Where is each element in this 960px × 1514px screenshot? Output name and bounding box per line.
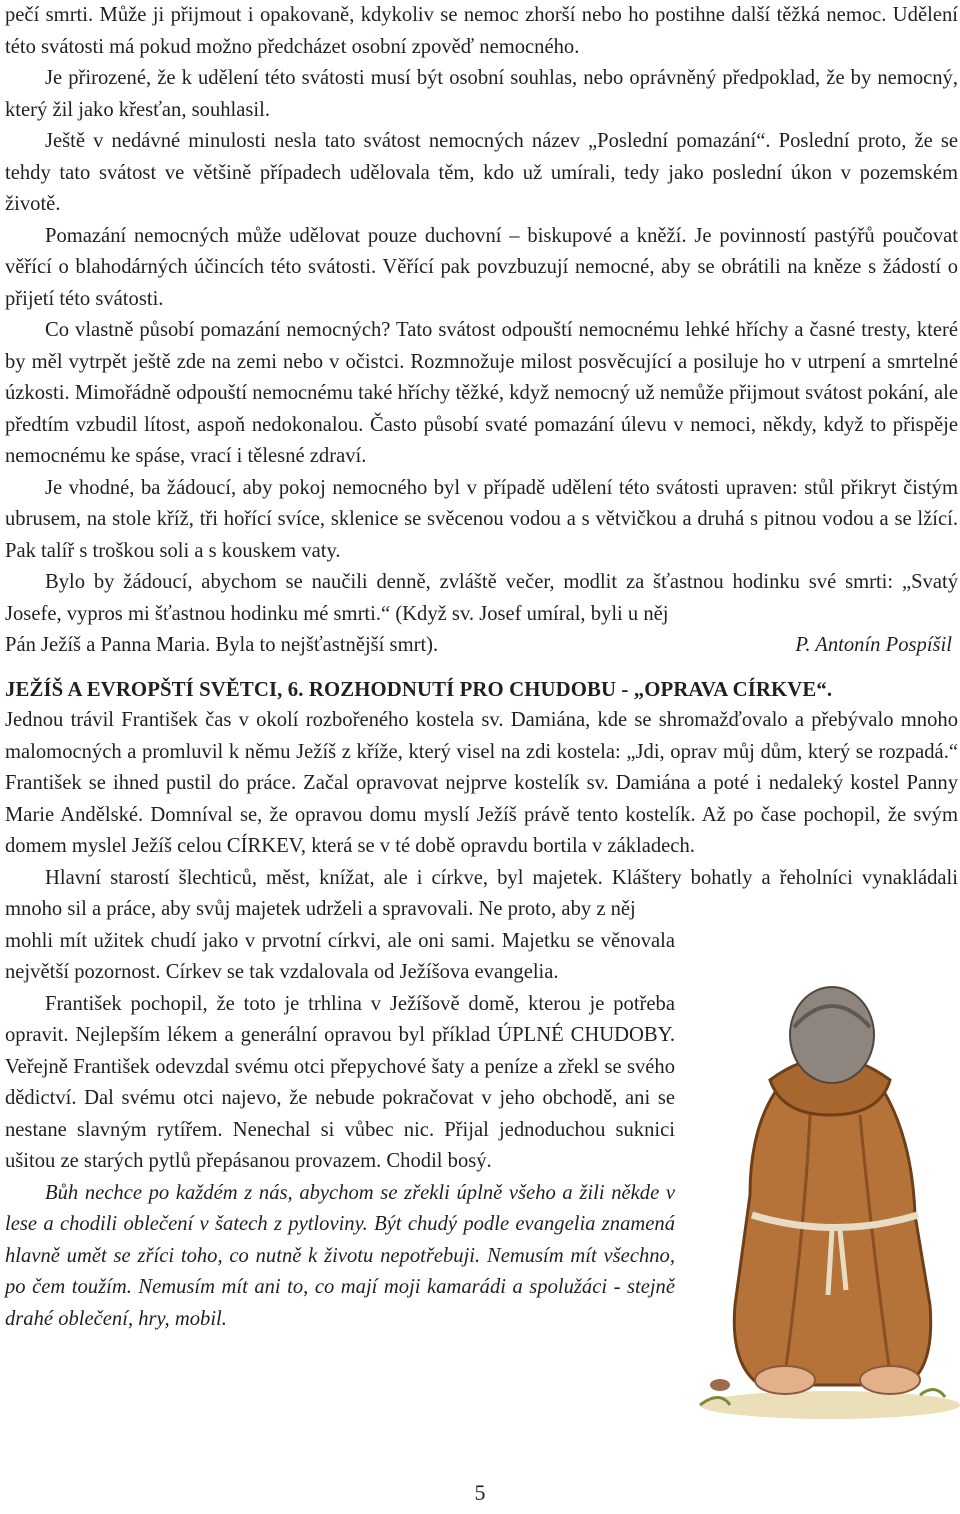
paragraph: František pochopil, že toto je trhlina v Ježíšově domě, kterou je potřeba opravit. Nejlepším lékem a generální opravou byl příklad ÚPLNÉ CHUDOBY. Veřejně František odevzdal svému otci přepychové šaty a peníze a zřekl se svého dědictví. Dal svému otci najevo, že nebude pokračovat v jeho obchodě, ani se nestane slavným rytířem. Nenechal si vůbec nic. Přijal jednoduchou suknici ušitou ze starých pytlů přepásanou provazem. Chodil bosý. bbox=[5, 992, 675, 1172]
paragraph: Je přirozené, že k udělení této svátosti musí být osobní souhlas, nebo oprávněný předpoklad, že by nemocný, který žil jako křesťan, souhlasil. bbox=[5, 67, 958, 121]
signature-line bbox=[5, 630, 958, 662]
paragraph: Ještě v nedávné minulosti nesla tato svátost nemocných název „Poslední pomazání“. Poslední proto, že se tehdy tato svátost ve většině případech udělovala těm, kdo už umírali, tedy jako poslední úkon v pozemském životě. bbox=[5, 130, 958, 215]
paragraph: Hlavní starostí šlechticů, měst, knížat, ale i církve, byl majetek. Kláštery bohatly a řeholníci vynakládali mnoho sil a práce, aby svůj majetek udrželi a spravovali. Ne proto, aby z něj bbox=[5, 866, 958, 920]
italic-paragraph: Bůh nechce po každém z nás, abychom se zřekli úplně všeho a žili někde v lese a chodili oblečení v šatech z pytloviny. Být chudý podle evangelia znamená hlavně umět se zříci toho, co nutně k životu nepotřebuji. Nemusím mít všechno, po čem toužím. Nemusím mít ani to, co mají moji kamarádi a spolužáci - stejně drahé oblečení, hry, mobil. bbox=[5, 1181, 675, 1330]
paragraph: Pomazání nemocných může udělovat pouze duchovní – biskupové a kněží. Je povinností pastýřů poučovat věřící o blahodárných účincích této svátosti. Věřící pak povzbuzují nemocné, aby se obrátili na kněze s žádostí o přijetí této svátosti. bbox=[5, 224, 958, 310]
article-heading: JEŽÍŠ A EVROPŠTÍ SVĚTCI, 6. ROZHODNUTÍ PRO CHUDOBU - „OPRAVA CÍRKVE“. bbox=[5, 677, 833, 701]
kneeling-friar-illustration bbox=[690, 965, 960, 1425]
paragraph: pečí smrti. Může ji přijmout i opakovaně, kdykoliv se nemoc zhorší nebo ho postihne další těžká nemoc. Udělení této svátosti má pokud možno předcházet osobní zpověď nemocného. bbox=[5, 4, 958, 58]
paragraph: mohli mít užitek chudí jako v prvotní církvi, ale oni sami. Majetku se věnovala největší pozornost. Církev se tak vzdalovala od Ježíšova evangelia. bbox=[5, 929, 675, 983]
page-number: 5 bbox=[474, 1480, 486, 1505]
author-signature: P. Antonín Pospíšil bbox=[795, 634, 952, 656]
paragraph: Bylo by žádoucí, abychom se naučili denně, zvláště večer, modlit za šťastnou hodinku své smrti: „Svatý Josefe, vypros mi šťastnou hodinku mé smrti.“ (Když sv. Josef umíral, byli u něj bbox=[5, 571, 958, 625]
paragraph-end: Pán Ježíš a Panna Maria. Byla to nejšťastnější smrt). bbox=[5, 634, 439, 656]
paragraph: Je vhodné, ba žádoucí, aby pokoj nemocného byl v případě udělení této svátosti upraven: stůl přikryt čistým ubrusem, na stole kříž, tři hořící svíce, sklenice se svěcenou vodou a s větvičkou a druhá s pitnou vodou a se lžící. Pak talíř s troškou soli a s kouskem vaty. bbox=[5, 476, 958, 562]
paragraph: Co vlastně působí pomazání nemocných? Tato svátost odpouští nemocnému lehké hříchy a časné tresty, které by měl vytrpět ještě zde na zemi nebo v očistci. Rozmnožuje milost posvěcující a posiluje ho v utrpení a smrtelné úzkosti. Mimořádně odpouští nemocnému také hříchy těžké, když nemocný už nemůže přijmout svátost pokání, ale předtím vzbudil lítost, aspoň nedokonalou. Často působí svaté pomazání úlevu v nemoci, někdy, když to přispěje nemocnému ke spáse, vrací i tělesné zdraví. bbox=[5, 319, 958, 467]
paragraph: Jednou trávil František čas v okolí rozbořeného kostela sv. Damiána, kde se shromažďovalo a přebývalo mnoho malomocných a promluvil k němu Ježíš z kříže, který visel na zdi kostela: „Jdi, oprav můj dům, který se rozpadá.“ František se ihned pustil do práce. Začal opravovat nejprve kostelík sv. Damiána a poté i nedaleký kostel Panny Marie Andělské. Domníval se, že opravou domu myslí Ježíš právě tento kostelík. Až po čase pochopil, že svým domem myslel Ježíš celou CÍRKEV, která se v té době opravdu bortila v základech. bbox=[5, 709, 958, 857]
